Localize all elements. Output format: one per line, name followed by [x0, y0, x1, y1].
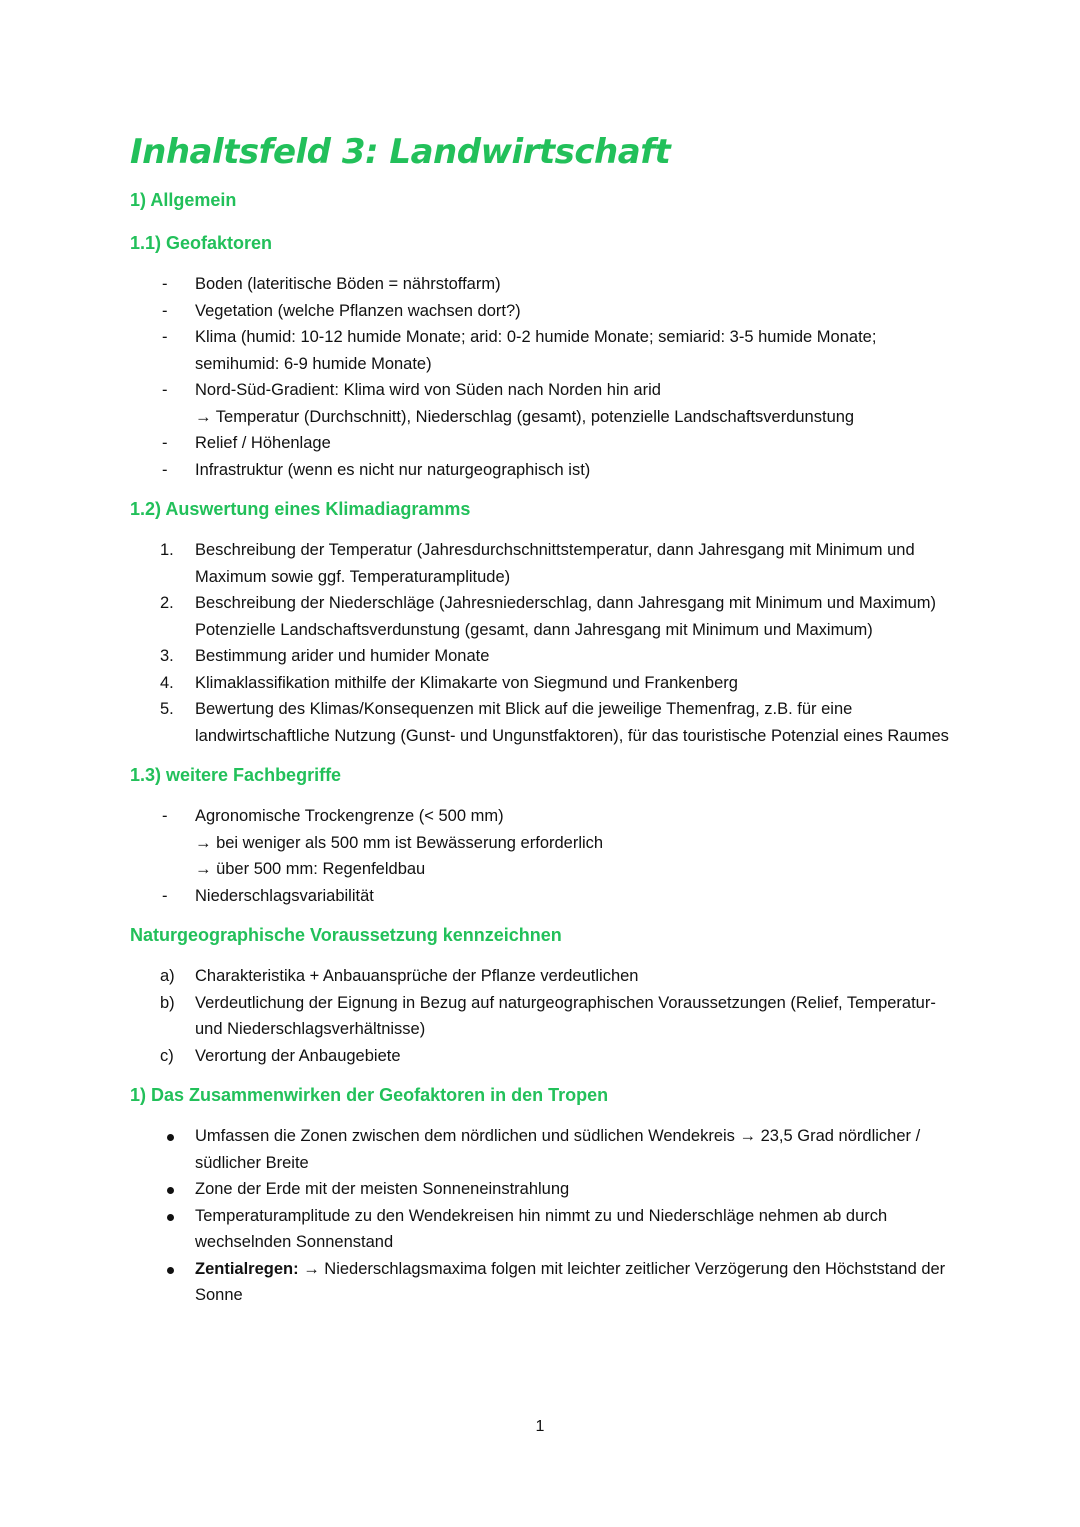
list-item: [130, 537, 960, 590]
heading-geofaktoren: 1.1) Geofaktoren: [130, 233, 273, 253]
fachbegriffe-list: [130, 803, 960, 909]
list-marker: b): [160, 993, 175, 1012]
list-marker: 5.: [160, 700, 174, 718]
list-item-text: Verdeutlichung der Eignung in Bezug auf naturgeographischen Voraussetzungen (Relief, Temperatur- und Niederschlagsverhältnisse): [195, 993, 936, 1038]
bullet-icon: [167, 1187, 174, 1194]
list-item: [130, 430, 960, 457]
list-item: [130, 883, 960, 910]
list-item: [130, 457, 960, 484]
term-label: Zentialregen:: [195, 1259, 299, 1278]
dash-marker: -: [162, 434, 168, 452]
list-item: [130, 803, 960, 883]
list-marker: 4.: [160, 673, 174, 692]
list-item: [130, 1176, 960, 1203]
heading-voraussetzung: Naturgeographische Voraussetzung kennzeichnen: [130, 925, 562, 945]
list-marker: c): [160, 1046, 174, 1065]
list-item-text: → bei weniger als 500 mm ist Bewässerung erforderlich: [195, 833, 604, 852]
list-item: [130, 298, 960, 325]
list-item: [130, 377, 960, 430]
klimadiagramm-list: [130, 537, 960, 749]
heading-klimadiagramm: 1.2) Auswertung eines Klimadiagramms: [130, 499, 471, 519]
dash-marker: -: [162, 886, 168, 905]
list-item-text: Temperaturamplitude zu den Wendekreisen hin nimmt zu und Niederschläge nehmen ab durch wechselnden Sonnenstand: [195, 1206, 888, 1251]
list-item-text: Nord-Süd-Gradient: Klima wird von Süden nach Norden hin arid: [195, 381, 661, 399]
list-item-text: Agronomische Trockengrenze (< 500 mm): [195, 807, 504, 825]
dash-marker: -: [162, 807, 168, 825]
list-item-text: → über 500 mm: Regenfeldbau: [195, 860, 426, 878]
list-item: [130, 271, 960, 298]
list-item-text: Charakteristika + Anbauansprüche der Pflanze verdeutlichen: [195, 967, 639, 985]
list-item: [130, 1043, 960, 1070]
list-item-text: [195, 1256, 960, 1309]
list-item-text: Zone der Erde mit der meisten Sonneneinstrahlung: [195, 1180, 570, 1198]
heading-allgemein: 1) Allgemein: [130, 190, 237, 210]
list-item-text: Klimaklassifikation mithilfe der Klimakarte von Siegmund und Frankenberg: [195, 673, 738, 692]
bullet-icon: [167, 1134, 174, 1141]
bullet-icon: [167, 1267, 174, 1274]
list-item: [130, 670, 960, 697]
list-marker: 3.: [160, 647, 174, 665]
term-definition: → Niederschlagsmaxima folgen mit leichter zeitlicher Verzögerung den Höchststand der Sonne: [195, 1259, 946, 1304]
list-item-text: Boden (lateritische Böden = nährstoffarm): [195, 275, 501, 293]
list-item-text: Verortung der Anbaugebiete: [195, 1046, 401, 1065]
list-item-text: Umfassen die Zonen zwischen dem nördlichen und südlichen Wendekreis → 23,5 Grad nördlicher / südlicher Breite: [195, 1127, 921, 1172]
list-marker: a): [160, 967, 175, 985]
list-item-text: → Temperatur (Durchschnitt), Niederschlag (gesamt), potenzielle Landschaftsverdunstung: [195, 407, 855, 426]
list-marker: 1.: [160, 541, 174, 559]
voraussetzung-list: [130, 963, 960, 1069]
list-item-text: Vegetation (welche Pflanzen wachsen dort?): [195, 301, 521, 320]
dash-marker: -: [162, 301, 168, 320]
document-page: [130, 132, 960, 1323]
dash-marker: -: [162, 381, 168, 399]
page-number: 1: [535, 1418, 545, 1435]
list-item: [130, 990, 960, 1043]
list-item-text: Bestimmung arider und humider Monate: [195, 647, 490, 665]
list-item-text: Niederschlagsvariabilität: [195, 886, 374, 905]
list-item-text: Bewertung des Klimas/Konsequenzen mit Blick auf die jeweilige Themenfrag, z.B. für eine landwirtschaftliche Nutzung (Gunst- und Ungunstfaktoren), für das touristische Potenzial eines Raumes: [195, 700, 949, 745]
list-item-text: Infrastruktur (wenn es nicht nur naturgeographisch ist): [195, 460, 591, 479]
heading-fachbegriffe: 1.3) weitere Fachbegriffe: [130, 765, 342, 785]
dash-marker: -: [162, 328, 168, 346]
geofaktoren-list: [130, 271, 960, 483]
list-item: [130, 643, 960, 670]
bullet-icon: [167, 1214, 174, 1221]
page-title: Inhaltsfeld 3: Landwirtschaft: [130, 132, 671, 172]
dash-marker: -: [162, 275, 168, 293]
list-item-text: Beschreibung der Niederschläge (Jahresniederschlag, dann Jahresgang mit Minimum und Maximum): [195, 594, 937, 612]
list-marker: 2.: [160, 594, 174, 612]
list-item: [130, 963, 960, 990]
list-item: [130, 1123, 960, 1176]
dash-marker: -: [162, 460, 168, 479]
tropen-list: [130, 1123, 960, 1309]
list-item-text: Potenzielle Landschaftsverdunstung (gesamt, dann Jahresgang mit Minimum und Maximum): [195, 620, 873, 639]
list-item: [130, 1256, 960, 1309]
list-item-text: Beschreibung der Temperatur (Jahresdurchschnittstemperatur, dann Jahresgang mit Minimum und Maximum sowie ggf. Temperaturamplitude): [195, 541, 915, 586]
list-item-text: Klima (humid: 10-12 humide Monate; arid: 0-2 humide Monate; semiarid: 3-5 humide Monate; semihumid: 6-9 humide Monate): [195, 328, 877, 373]
heading-tropen: 1) Das Zusammenwirken der Geofaktoren in den Tropen: [130, 1085, 609, 1105]
list-item: [130, 590, 960, 643]
list-item: [130, 1203, 960, 1256]
list-item: [130, 696, 960, 749]
list-item: [130, 324, 960, 377]
list-item-text: Relief / Höhenlage: [195, 434, 331, 452]
